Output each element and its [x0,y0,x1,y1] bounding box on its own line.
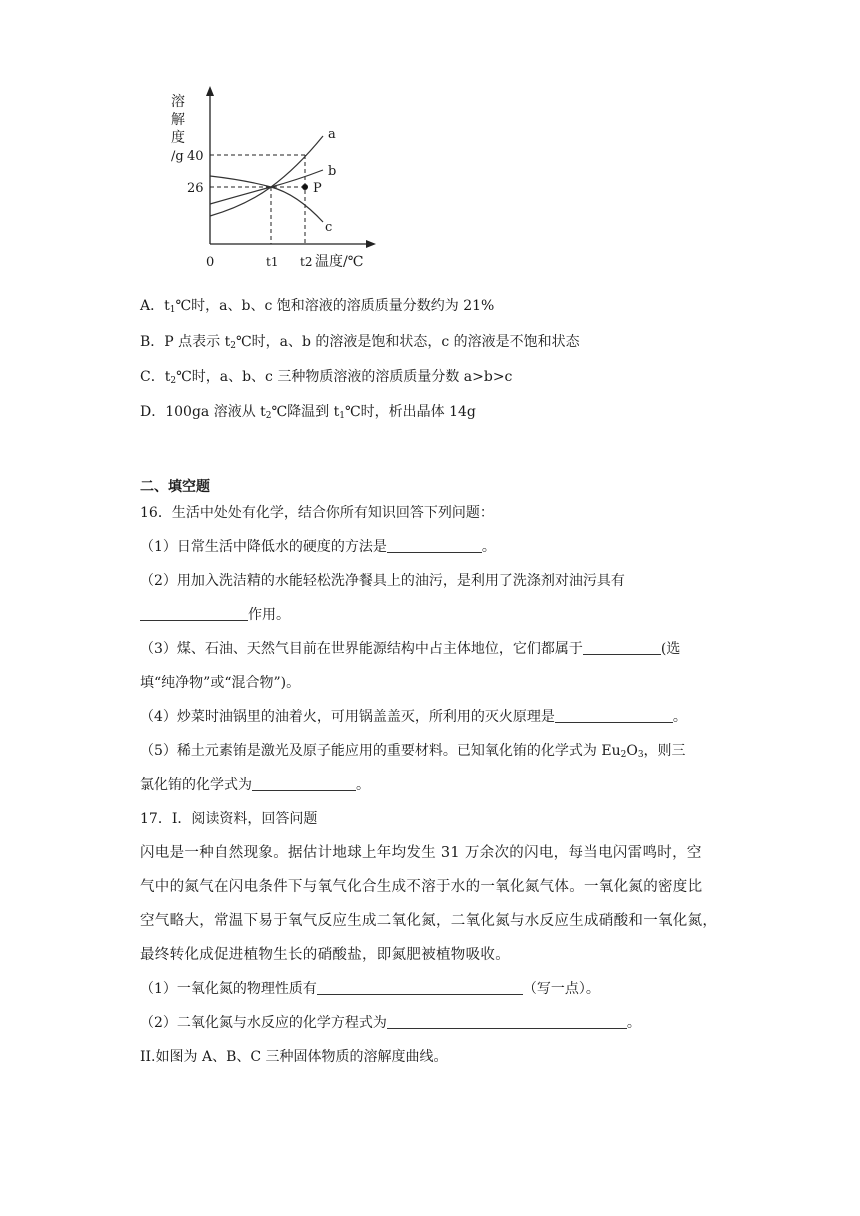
q17-passage-2: 气中的氮气在闪电条件下与氧气化合生成不溶于水的一氧化氮气体。一氧化氮的密度比 [140,879,703,895]
point-p-label: P [313,181,322,196]
q16-sub-1 [140,537,496,557]
q17-1-text: （1）一氧化氮的物理性质有 [140,981,317,997]
q16-sub-4 [140,707,687,727]
q16-3-blank[interactable] [583,640,661,655]
option-c [140,367,512,391]
y-label-1: 溶 [171,94,185,110]
y-label-3: 度 [171,130,185,146]
x-tick-t1: t1 [266,255,279,269]
q16-5-text-2: 氯化铕的化学式为 [140,777,252,793]
q16-2-text: （2）用加入洗洁精的水能轻松洗净餐具上的油污，是利用了洗涤剂对油污具有 [140,573,625,589]
option-d-sub-2: 1 [339,411,345,421]
option-d-sub-1: 2 [265,411,272,421]
q16-1-end: 。 [481,539,496,555]
option-c-text-1: C．t [140,369,171,385]
q16-5-sub-2: 3 [637,750,644,760]
q16-4-end: 。 [672,709,687,725]
q16-2-blank[interactable] [140,606,248,621]
q17-sub-1 [140,979,600,999]
q17-sub-2 [140,1013,641,1033]
x-axis-label: 温度/℃ [315,254,364,270]
option-d-text-1: D．100ga 溶液从 t [140,404,266,420]
q17-passage-1: 闪电是一种自然现象。据估计地球上年均发生 31 万余次的闪电，每当电闪雷鸣时，空 [140,845,702,861]
option-d-text-3: ℃时，析出晶体 14g [345,404,476,420]
q16-sub-2 [140,571,625,591]
option-b-sub-1: 2 [230,341,236,351]
option-b [140,332,580,356]
q16-1-text: （1）日常生活中降低水的硬度的方法是 [140,539,387,555]
q16-stem: 16．生活中处处有化学，结合你所有知识回答下列问题： [140,505,494,521]
q17-2-blank[interactable] [387,1014,627,1029]
y-label-2: 解 [171,112,185,128]
q16-5-mid: ，则三 [643,743,686,759]
option-b-text-2: ℃时，a、b 的溶液是饱和状态，c 的溶液是不饱和状态 [235,334,580,350]
q16-sub-5 [140,741,686,765]
section-title: 二、填空题 [140,479,210,495]
point-p [302,184,308,190]
q16-3-mid: (选 [660,641,681,657]
x-tick-t2: t2 [300,255,313,269]
option-d-text-2: ℃降温到 t [271,404,340,420]
option-a-sub-1: 1 [169,305,176,315]
q17-stem: 17．I．阅读资料，回答问题 [140,811,318,827]
q16-2-end: 作用。 [248,607,290,623]
option-a [140,296,494,320]
q16-5-o: O [626,743,638,759]
y-tick-40: 40 [187,149,204,164]
q16-sub-2-cont [140,605,290,625]
option-c-text-2: ℃时，a、b、c 三种物质溶液的溶质质量分数 a>b>c [176,369,513,385]
q16-5-end: 。 [356,777,370,793]
y-tick-26: 26 [187,181,204,196]
q16-5-text: （5）稀土元素铕是激光及原子能应用的重要材料。已知氧化铕的化学式为 Eu [140,743,621,759]
origin-label: 0 [206,255,215,270]
q16-5-sub-1: 2 [620,750,627,760]
q16-sub-5-cont [140,775,370,795]
q16-sub-3-cont: 填“纯净物”或“混合物”)。 [140,675,301,691]
q17-2-end: 。 [626,1015,641,1031]
curve-label-a: a [328,127,336,142]
q17-1-end: （写一点）。 [522,981,600,997]
q16-sub-3 [140,639,680,659]
q16-5-blank[interactable] [252,776,356,791]
y-axis-arrow [206,86,214,96]
option-c-sub-1: 2 [170,376,177,386]
x-axis-arrow [366,240,376,248]
y-label-4: /g [171,149,184,164]
option-b-text-1: B．P 点表示 t [140,334,231,350]
q17-passage-3: 空气略大，常温下易于氧气反应生成二氧化氮，二氧化氮与水反应生成硝酸和一氧化氮， [140,913,718,929]
option-a-text-1: A．t [140,298,170,314]
q16-3-text: （3）煤、石油、天然气目前在世界能源结构中占主体地位，它们都属于 [140,641,583,657]
curve-label-b: b [328,164,337,179]
solubility-chart-svg [155,84,385,274]
solubility-chart [155,84,385,274]
q17-1-blank[interactable] [317,980,523,995]
q16-1-blank[interactable] [387,538,482,553]
q17-passage-4: 最终转化成促进植物生长的硝酸盐，即氮肥被植物吸收。 [140,947,510,963]
q16-4-blank[interactable] [555,708,673,723]
q17-part2: II.如图为 A、B、C 三种固体物质的溶解度曲线。 [140,1049,448,1065]
option-d [140,402,476,426]
q17-2-text: （2）二氧化氮与水反应的化学方程式为 [140,1015,387,1031]
option-a-text-2: ℃时，a、b、c 饱和溶液的溶质质量分数约为 21% [175,298,495,314]
q16-4-text: （4）炒菜时油锅里的油着火，可用锅盖盖灭，所利用的灭火原理是 [140,709,555,725]
curve-label-c: c [325,220,333,235]
